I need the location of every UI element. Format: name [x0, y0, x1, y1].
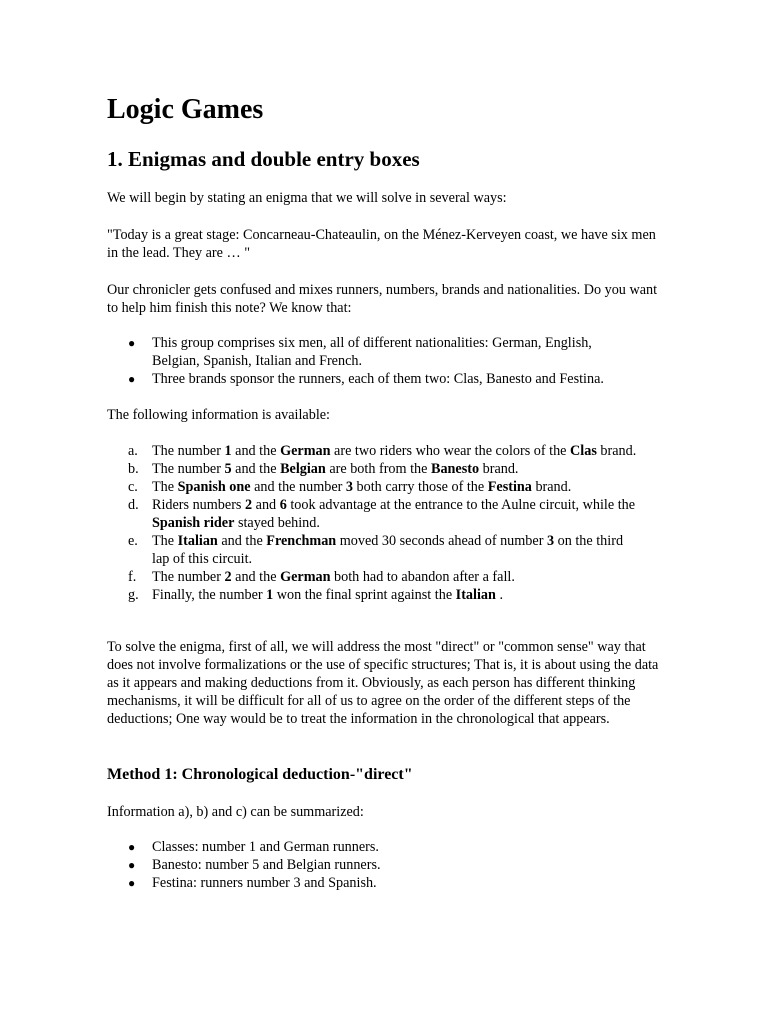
clue-bold-term: Festina: [487, 479, 532, 495]
clue-bold-term: German: [280, 443, 331, 459]
clue-item: [107, 532, 637, 568]
list-item-text: This group comprises six men, all of different nationalities: German, English, Belgian, Spanish, Italian and French.: [152, 335, 592, 369]
clue-bold-term: 5: [224, 461, 232, 477]
clue-text-run: Finally, the number: [152, 587, 267, 603]
clue-bold-term: 6: [279, 497, 287, 513]
clue-text-run: The number: [152, 443, 225, 459]
summary-list: [107, 838, 667, 892]
list-item-text: Three brands sponsor the runners, each of them two: Clas, Banesto and Festina.: [152, 371, 604, 387]
clue-text: [152, 533, 623, 567]
clues-list: [107, 442, 667, 604]
clue-text-run: both had to abandon after a fall.: [330, 569, 515, 585]
clue-text: [152, 479, 571, 495]
clue-text-run: are both from the: [325, 461, 431, 477]
clue-text: [152, 587, 503, 603]
clue-text-run: brand.: [479, 461, 519, 477]
clue-text-run: The: [152, 479, 178, 495]
clue-marker: b.: [128, 461, 139, 477]
clue-text-run: and the: [231, 569, 281, 585]
clue-text: [152, 497, 635, 531]
clue-text: [152, 461, 518, 477]
list-item: [107, 874, 637, 892]
clue-text-run: both carry those of the: [353, 479, 488, 495]
method-heading: Method 1: Chronological deduction-"direct": [107, 766, 413, 783]
info-intro-paragraph: The following information is available:: [107, 407, 331, 423]
clue-marker: d.: [128, 497, 139, 513]
list-item-text: Classes: number 1 and German runners.: [152, 839, 379, 855]
clue-bold-term: 1: [224, 443, 232, 459]
solve-paragraph: To solve the enigma, first of all, we will address the most "direct" or "common sense" way that does not involve formalizations or the use of specific structures; That is, it is about using the data as it appears and making deductions from it. Obviously, as each person has different thinking mechanisms, it will be difficult for all of us to agree on the order of the different steps of the deductions; One way would be to treat the information in the chronological that appears.: [107, 639, 659, 727]
clue-text-run: moved 30 seconds ahead of number: [336, 533, 547, 549]
clue-bold-term: 3: [546, 533, 555, 549]
clue-item: [107, 568, 637, 586]
clue-bold-term: 2: [245, 497, 253, 513]
bullet-icon: ●: [128, 336, 136, 350]
clue-text: [152, 569, 515, 585]
clue-text-run: The number: [152, 461, 225, 477]
bullet-icon: ●: [128, 876, 136, 890]
clue-bold-term: German: [280, 569, 331, 585]
clue-text-run: won the final sprint against the: [273, 587, 456, 603]
clue-item: [107, 586, 637, 604]
bullet-icon: ●: [128, 840, 136, 854]
clue-bold-term: 3: [345, 479, 353, 495]
clue-bold-term: Belgian: [280, 461, 326, 477]
bullet-icon: ●: [128, 858, 136, 872]
clue-text-run: .: [495, 587, 503, 603]
clue-bold-term: Italian: [177, 533, 218, 549]
clue-item: [107, 442, 637, 460]
clue-text-run: on the third lap of this circuit.: [152, 533, 624, 567]
clue-text-run: brand.: [596, 443, 637, 459]
clue-text-run: stayed behind.: [234, 515, 320, 531]
list-item: [107, 838, 637, 856]
clue-bold-term: 2: [224, 569, 232, 585]
intro-paragraph: We will begin by stating an enigma that we will solve in several ways:: [107, 190, 507, 206]
clue-text-run: are two riders who wear the colors of the: [330, 443, 571, 459]
clue-bold-term: Clas: [570, 443, 597, 459]
list-item-text: Festina: runners number 3 and Spanish.: [152, 875, 377, 891]
clue-text-run: and the: [231, 461, 281, 477]
quote-paragraph: "Today is a great stage: Concarneau-Chateaulin, on the Ménez-Kerveyen coast, we have six men in the lead. They are … ": [107, 227, 656, 261]
clue-bold-term: Banesto: [430, 461, 480, 477]
bullet-icon: ●: [128, 372, 136, 386]
clue-bold-term: Spanish rider: [152, 515, 235, 531]
clue-bold-term: Italian: [455, 587, 496, 603]
clue-marker: c.: [128, 479, 138, 495]
clue-bold-term: Frenchman: [266, 533, 337, 549]
clue-text-run: brand.: [531, 479, 572, 495]
clue-item: [107, 460, 637, 478]
list-item-text: Banesto: number 5 and Belgian runners.: [152, 857, 381, 873]
clue-text-run: The: [152, 533, 178, 549]
chronicler-paragraph: Our chronicler gets confused and mixes runners, numbers, brands and nationalities. Do you want to help him finish this note? We know that:: [107, 282, 658, 316]
list-item: [107, 370, 637, 388]
clue-item: [107, 496, 637, 532]
section-heading: 1. Enigmas and double entry boxes: [107, 147, 420, 171]
clue-marker: f.: [128, 569, 137, 585]
list-item: [107, 856, 637, 874]
clue-item: [107, 478, 637, 496]
clue-marker: e.: [128, 533, 138, 549]
clue-bold-term: Spanish one: [177, 479, 251, 495]
clue-text: [152, 443, 636, 459]
page-title: Logic Games: [107, 94, 264, 125]
clue-marker: g.: [128, 587, 139, 603]
clue-text-run: The number: [152, 569, 225, 585]
clue-text-run: and the: [231, 443, 281, 459]
clue-text-run: and the: [217, 533, 267, 549]
clue-marker: a.: [128, 443, 138, 459]
clue-text-run: and: [252, 497, 280, 513]
summary-intro-paragraph: Information a), b) and c) can be summarized:: [107, 804, 364, 820]
clue-text-run: took advantage at the entrance to the Aulne circuit, while the: [286, 497, 636, 513]
clue-text-run: and the number: [250, 479, 346, 495]
clue-text-run: Riders numbers: [152, 497, 245, 513]
list-item: [107, 334, 637, 370]
facts-list: [107, 334, 667, 388]
clue-bold-term: 1: [266, 587, 274, 603]
